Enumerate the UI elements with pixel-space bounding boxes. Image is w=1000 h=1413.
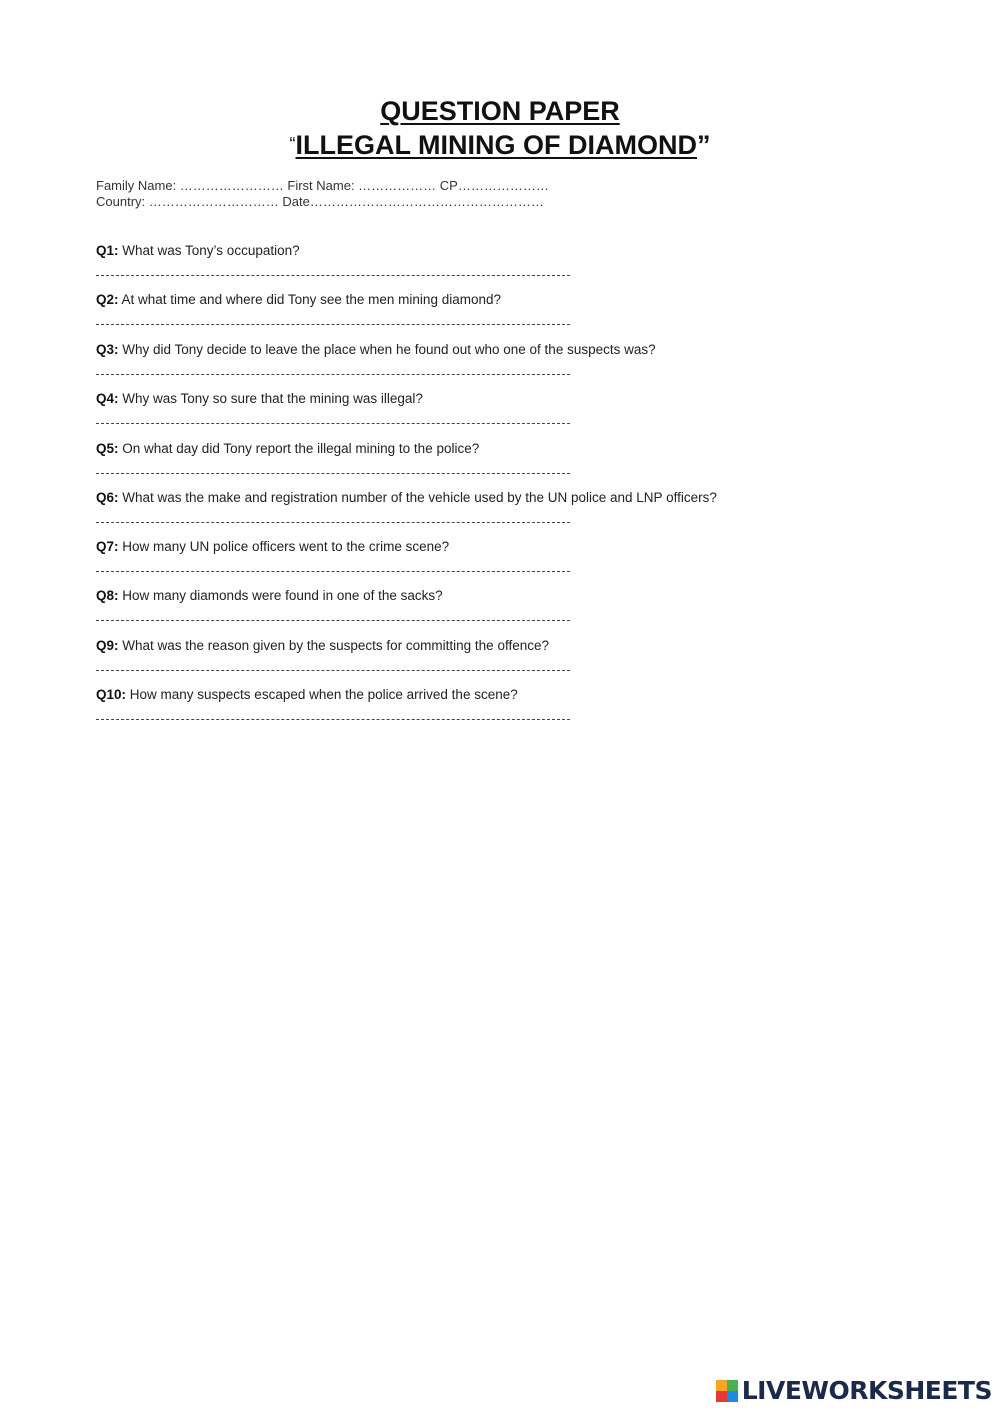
- question-text: Q2: At what time and where did Tony see the men mining diamond?: [96, 292, 501, 307]
- question-text: Q9: What was the reason given by the suspects for committing the offence?: [96, 638, 549, 653]
- liveworksheets-logo: [716, 1376, 992, 1405]
- question-block-6: [96, 489, 796, 523]
- answer-line[interactable]: [96, 522, 570, 523]
- question-block-10: [96, 686, 796, 720]
- question-text: Q6: What was the make and registration number of the vehicle used by the UN police and LNP officers?: [96, 490, 717, 505]
- question-text: Q8: How many diamonds were found in one of the sacks?: [96, 588, 443, 603]
- question-text: Q4: Why was Tony so sure that the mining was illegal?: [96, 391, 423, 406]
- question-text: Q1: What was Tony’s occupation?: [96, 243, 300, 258]
- question-block-7: [96, 538, 796, 572]
- question-block-1: [96, 242, 796, 276]
- question-text: Q10: How many suspects escaped when the police arrived the scene?: [96, 687, 518, 702]
- question-block-4: [96, 390, 796, 424]
- answer-line[interactable]: [96, 275, 570, 276]
- question-text: Q3: Why did Tony decide to leave the place when he found out who one of the suspects was?: [96, 342, 656, 357]
- question-block-9: [96, 637, 796, 671]
- answer-line[interactable]: [96, 324, 570, 325]
- question-block-8: [96, 587, 796, 621]
- answer-line[interactable]: [96, 374, 570, 375]
- close-quote: ”: [696, 130, 711, 160]
- answer-line[interactable]: [96, 719, 570, 720]
- answer-line[interactable]: [96, 571, 570, 572]
- question-text: Q7: How many UN police officers went to the crime scene?: [96, 539, 450, 554]
- student-info-line-1: Family Name: …………………… First Name: ……………… CP…………………: [96, 178, 549, 193]
- question-block-2: [96, 291, 796, 325]
- open-quote: “: [289, 134, 296, 154]
- student-info-line-2: Country: ………………………… Date………………………………………………: [96, 194, 544, 209]
- answer-line[interactable]: [96, 670, 570, 671]
- question-block-3: [96, 341, 796, 375]
- answer-line[interactable]: [96, 423, 570, 424]
- question-block-5: [96, 440, 796, 474]
- page-subtitle: “ILLEGAL MINING OF DIAMOND”: [289, 130, 711, 160]
- liveworksheets-logo-icon: [716, 1380, 738, 1402]
- answer-line[interactable]: [96, 620, 570, 621]
- answer-line[interactable]: [96, 473, 570, 474]
- page-title: QUESTION PAPER: [380, 96, 620, 126]
- logo-text: LIVEWORKSHEETS: [741, 1376, 992, 1405]
- question-text: Q5: On what day did Tony report the illegal mining to the police?: [96, 441, 480, 456]
